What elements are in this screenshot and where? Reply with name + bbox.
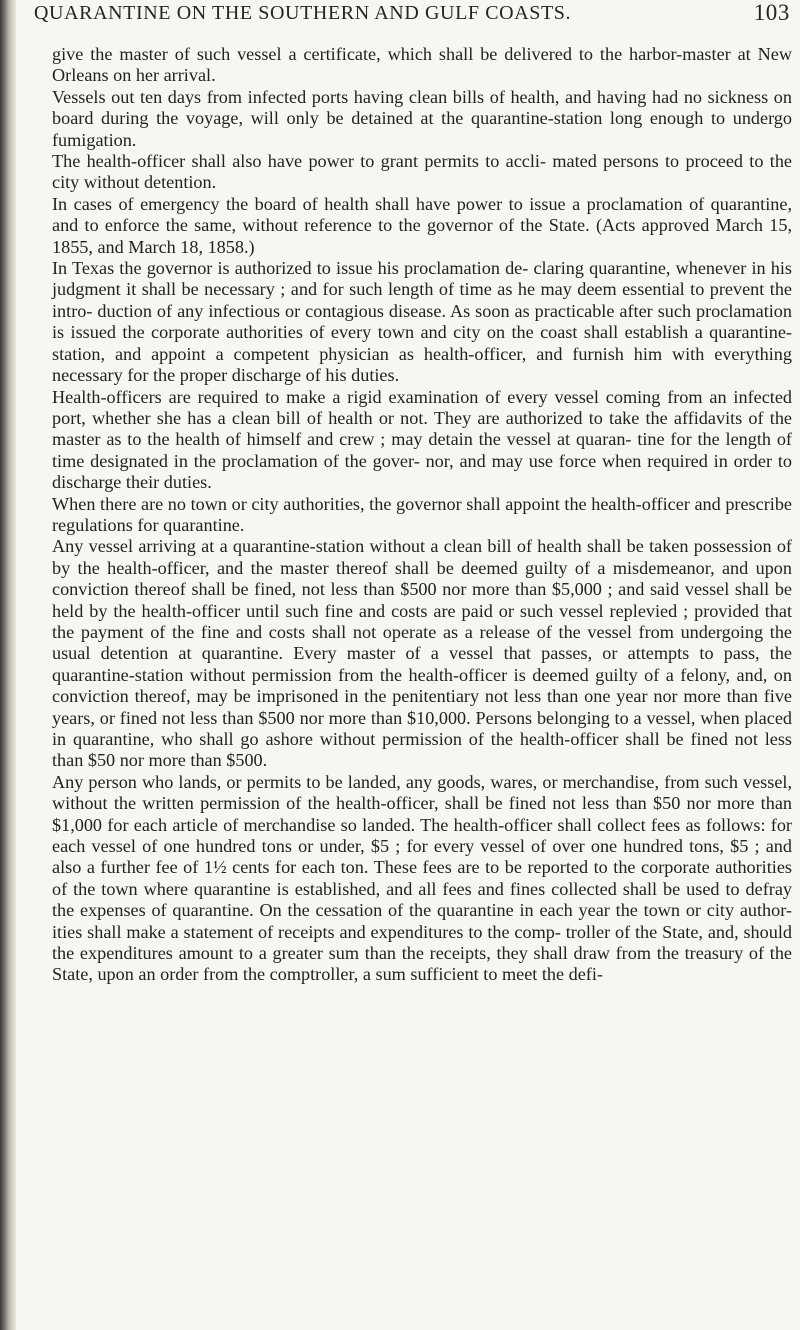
running-header (34, 2, 800, 24)
paragraph: Vessels out ten days from infected ports having clean bills of health, and having had no sickness on board during the voyage, will only be detained at the quarantine-station long enough to undergo fumigation. (52, 86, 792, 150)
paragraph: Any vessel arriving at a quarantine-station without a clean bill of health shall be taken possession of by the health-officer, and the master thereof shall be deemed guilty of a misdemeanor, and upon conviction thereof shall be fined, not less than $500 nor more than $5,000 ; and said vessel shall be held by the health-officer until such fine and costs are paid or such vessel replevied ; provided that the payment of the fine and costs shall not operate as a release of the vessel from undergoing the usual detention at quarantine. Every master of a vessel that passes, or attempts to pass, the quarantine-station without permission from the health-officer is deemed guilty of a felony, and, on conviction thereof, may be imprisoned in the penitentiary not less than one year nor more than five years, or fined not less than $500 nor more than $10,000. Persons belonging to a vessel, when placed in quarantine, who shall go ashore without permission of the health-officer shall be fined not less than $50 nor more than $500. (52, 536, 792, 771)
paragraph: give the master of such vessel a certificate, which shall be delivered to the harbor-master at New Orleans on her arrival. (52, 44, 792, 86)
paragraph: Health-officers are required to make a rigid examination of every vessel coming from an infected port, whether she has a clean bill of health or not. They are authorized to take the affidavits of the master as to the health of himself and crew ; may detain the vessel at quaran- tine for the length of time designated in the proclamation of the gover- nor, and may use force when required in order to discharge their duties. (52, 386, 792, 493)
page-number: 103 (753, 0, 790, 25)
body-text (52, 44, 792, 986)
paragraph: When there are no town or city authorities, the governor shall appoint the health-officer and prescribe regulations for quarantine. (52, 493, 792, 535)
paragraph: Any person who lands, or permits to be landed, any goods, wares, or merchandise, from such vessel, without the written permission of the health-officer, shall be fined not less than $50 nor more than $1,000 for each article of merchandise so landed. The health-officer shall collect fees as follows: for each vessel of one hundred tons or under, $5 ; for every vessel of over one hundred tons, $5 ; and also a further fee of 1½ cents for each ton. These fees are to be reported to the corporate authorities of the town where quarantine is established, and all fees and fines collected shall be used to defray the expenses of quarantine. On the cessation of the quarantine in each year the town or city author- ities shall make a statement of receipts and expenditures to the comp- troller of the State, and, should the expenditures amount to a greater sum than the receipts, they shall draw from the treasury of the State, upon an order from the comptroller, a sum sufficient to meet the defi- (52, 771, 792, 985)
paragraph: The health-officer shall also have power to grant permits to accli- mated persons to proceed to the city without detention. (52, 151, 792, 193)
paragraph: In cases of emergency the board of health shall have power to issue a proclamation of quarantine, and to enforce the same, without reference to the governor of the State. (Acts approved March 15, 1855, and March 18, 1858.) (52, 193, 792, 257)
paragraph: In Texas the governor is authorized to issue his proclamation de- claring quarantine, whenever in his judgment it shall be necessary ; and for such length of time as he may deem essential to prevent the intro- duction of any infectious or contagious disease. As soon as practicable after such proclamation is issued the corporate authorities of every town and city on the coast shall establish a quarantine-station, and appoint a competent physician as health-officer, and furnish him with everything necessary for the proper discharge of his duties. (52, 258, 792, 386)
running-title: QUARANTINE ON THE SOUTHERN AND GULF COASTS. (34, 2, 572, 24)
page-binding-edge (0, 0, 16, 1330)
